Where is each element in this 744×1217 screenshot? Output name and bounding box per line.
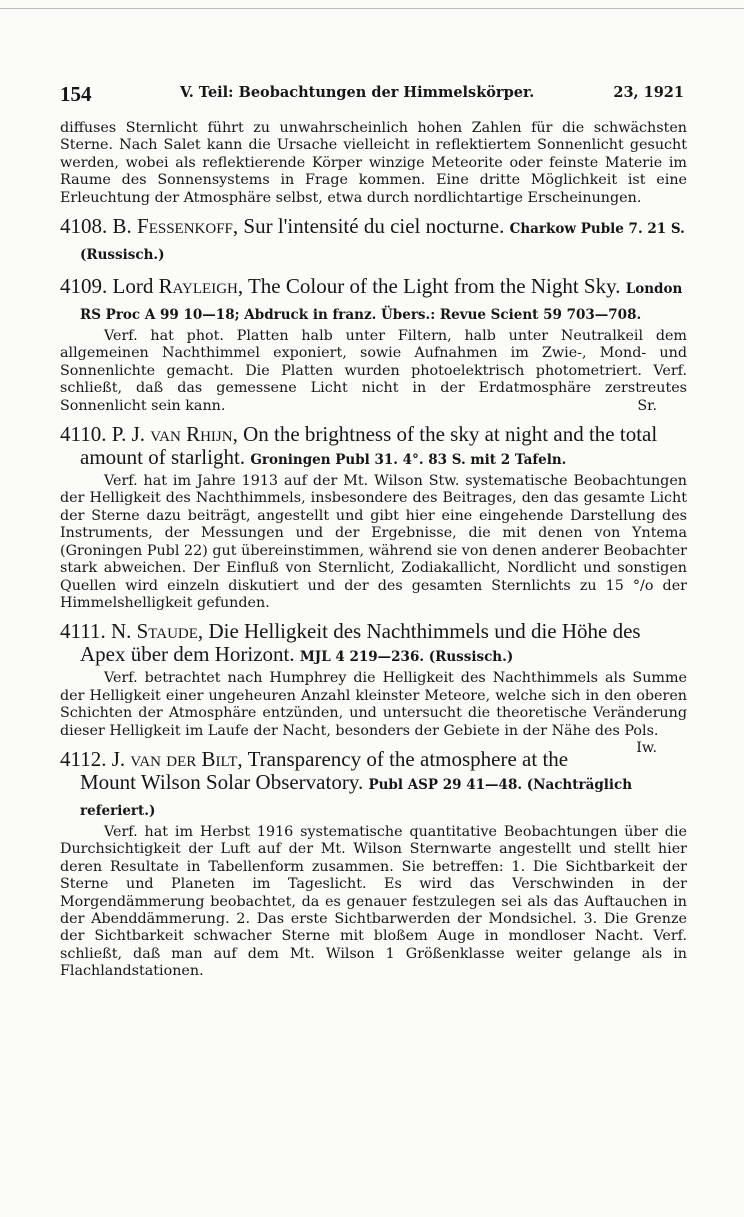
entry-abstract: Verf. hat im Herbst 1916 systematische quantitative Beobachtungen über die Durchsichtigkeit der Luft auf der Mt. Wilson Sternwarte angestellt und stellt hier deren Resultate in Tabellenform zusammen. Sie betreffen: 1. Die Sichtbarkeit der Sterne und Planeten im Tageslicht. Es wird das Verschwinden in der Morgendämmerung beobachtet, da es genauer festzulegen sei als das Auftauchen in der Abenddämmerung. 2. Das erste Sichtbarwerden der Mondsichel. 3. Die Grenze der Sichtbarkeit schwacher Sterne mit bloßem Auge in mondloser Nacht. Verf. schließt, daß man auf dem Mt. Wilson 1 Größenklasse weiter gelange als in Flachlandstationen. bbox=[60, 823, 687, 980]
top-rule bbox=[0, 8, 744, 9]
entry-initials: Lord bbox=[112, 274, 154, 299]
entry-initials: J. bbox=[111, 746, 126, 771]
entry-number: 4110. bbox=[60, 422, 107, 447]
entry-initials: B. bbox=[112, 214, 132, 239]
running-title: V. Teil: Beobachtungen der Himmelskörper. bbox=[180, 84, 535, 101]
intro-paragraph: diffuses Sternlicht führt zu unwahrscheinlich hohen Zahlen für die schwächsten Sterne. Nach Salet kann die Ursache vielleicht in reflektiertem Sonnenlicht gesucht werden, wobei als reflektierende Körper winzige Meteorite oder feinste Materie im Raume des Sonnensystems in Frage kommen. Eine dritte Möglichkeit ist eine Erleuchtung der Atmosphäre selbst, etwa durch nordlichtartige Erscheinungen. bbox=[60, 120, 687, 206]
reviewer-signature: Iw. bbox=[636, 739, 657, 756]
entry-author: van der Bilt, bbox=[130, 746, 243, 771]
bibliography-entry bbox=[60, 275, 687, 415]
entry-number: 4111. bbox=[60, 619, 106, 644]
volume-year: 23, 1921 bbox=[613, 84, 684, 101]
entry-reference: MJL 4 219—236. (Russisch.) bbox=[299, 649, 514, 666]
entry-author: Rayleigh, bbox=[158, 274, 244, 299]
bibliography-entry bbox=[60, 423, 687, 612]
entry-author: van Rhijn, bbox=[150, 422, 238, 447]
entry-title: Transparency of the atmosphere at the Mount Wilson Solar Observatory. bbox=[80, 746, 569, 794]
entry-number: 4108. bbox=[60, 214, 108, 239]
entry-heading bbox=[60, 748, 687, 823]
entry-author: Staude, bbox=[136, 619, 204, 644]
entry-reference: Publ ASP 29 41—48. (Nachträglich referiert.) bbox=[80, 776, 633, 819]
entry-heading bbox=[60, 215, 687, 267]
reviewer-signature: Sr. bbox=[637, 397, 657, 414]
entry-title: On the brightness of the sky at night and the total amount of starlight. bbox=[80, 422, 658, 470]
entry-number: 4112. bbox=[60, 746, 107, 771]
entry-title: The Colour of the Light from the Night Sky. bbox=[247, 274, 621, 299]
entry-title: Die Helligkeit des Nachthimmels und die Höhe des Apex über dem Horizont. bbox=[80, 619, 641, 667]
entry-title: Sur l'intensité du ciel nocturne. bbox=[243, 214, 505, 239]
entry-heading bbox=[60, 275, 687, 327]
entry-heading bbox=[60, 620, 687, 669]
main-text bbox=[60, 120, 687, 981]
page-number: 154 bbox=[60, 82, 92, 106]
entry-reference: Groningen Publ 31. 4°. 83 S. mit 2 Tafeln. bbox=[250, 452, 567, 469]
entry-abstract: Verf. hat im Jahre 1913 auf der Mt. Wilson Stw. systematische Beobachtungen der Helligkeit des Nachthimmels, insbesondere des Beitrages, den das gesamte Licht der Sterne dazu beiträgt, angestellt und gibt hier eine eingehende Darstellung des Instruments, der Messungen und der Ergebnisse, die mit denen von Yntema (Groningen Publ 22) gut übereinstimmen, während sie von denen anderer Beobachter stark abweichen. Der Einfluß von Sternlicht, Zodiakallicht, Nordlicht und sonstigen Quellen wird einzeln diskutiert und der des gesamten Sternlichts zu 15 °/o der Himmelshelligkeit gefunden. bbox=[60, 473, 687, 611]
entry-abstract: Verf. hat phot. Platten halb unter Filtern, halb unter Neutralkeil dem allgemeinen Nachthimmel exponiert, sowie Aufnahmen im Zwie-, Mond- und Sonnenlichte gemacht. Die Platten wurden photoelektrisch photometriert. Verf. schließt, daß das gemessene Licht nicht in der Erdatmosphäre zerstreutes Sonnenlicht sein kann. Sr. bbox=[60, 328, 687, 414]
entry-author: Fessenkoff, bbox=[137, 214, 239, 239]
entry-initials: N. bbox=[110, 619, 132, 644]
bibliography-entry bbox=[60, 748, 687, 981]
entry-heading bbox=[60, 423, 687, 472]
entry-reference: Charkow Puble 7. 21 S. (Russisch.) bbox=[80, 221, 685, 264]
bibliography-entry bbox=[60, 215, 687, 267]
entry-abstract: Verf. betrachtet nach Humphrey die Helligkeit des Nachthimmels als Summe der Helligkeit einer ungeheuren Anzahl kleinster Meteore, welche sich in den oberen Schichten der Atmosphäre entzünden, und untersucht die theoretische Veränderung dieser Helligkeit im Laufe der Nacht, besonders der Gebiete in der Nähe des Pols. Iw. bbox=[60, 670, 687, 756]
entry-initials: P. J. bbox=[111, 422, 146, 447]
running-header bbox=[60, 82, 684, 104]
bibliography-entry bbox=[60, 619, 687, 756]
entry-number: 4109. bbox=[60, 274, 108, 299]
entry-reference: London RS Proc A 99 10—18; Abdruck in franz. Übers.: Revue Scient 59 703—708. bbox=[80, 281, 683, 324]
